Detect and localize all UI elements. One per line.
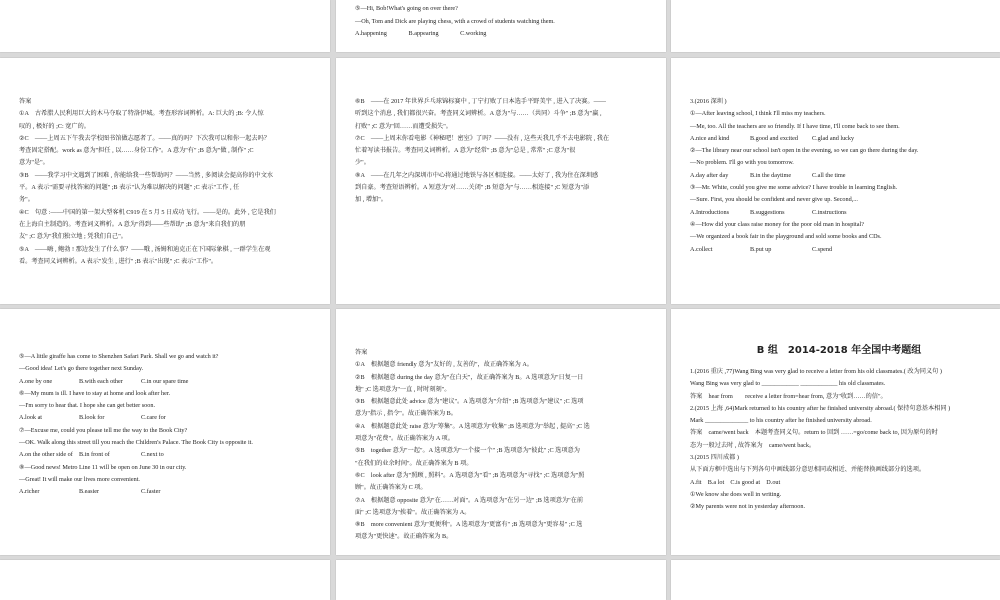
options-line: A.fit B.a lot C.is good at D.out [690,478,781,486]
option-choice: A.one by one [19,377,53,385]
answer-line: 答案 came/went back 本题考查同义句。return to 回到 ……=go/come back to, 因为原句的时 [690,429,938,437]
question-line: ②—The library near our school isn't open in the evening, so we can go there during the day. [690,147,919,155]
text-line: ⑥C look after 意为"照顾 , 照料"。A 选项意为"看" ;B 选项意为"寻找" ;C 选项意为"照 [355,471,585,479]
text-line: ②C ——上周五下午我去学校图书馆做志愿者了。——真的吗？下次我可以和你一起去吗？ [19,134,270,142]
text-line: 项意为"更快速"。故正确答案为 B。 [355,533,453,541]
question-line: 2.(2015 上海 ,64)Mark returned to his country after he finished university abroad.( 保持句意基本相同 ) [690,404,951,412]
option-choice: A.day after day [690,171,729,179]
question-heading: 3.(2016 深圳 ) [690,98,727,105]
text-line: ⑦A 根据题意 opposite 意为"在……对面"。A 选项意为"在另一边" ;B 选项意为"在前 [355,496,584,504]
text-line: ④A 根据题意此处 raise 意为"筹集"。A 选项意为"收集" ;B 选项意为"举起 , 提高" ;C 选 [355,422,590,430]
option-choice: B.look for [79,414,105,422]
options-line [19,449,318,461]
section-title: B 组 2014-2018 年全国中考题组 [756,345,922,356]
question-line: ③—Mr. White, could you give me some advice? I have trouble in learning English. [690,184,898,192]
options-line [19,486,318,498]
text-line: 叹的 , 极好的 ;C: 宽广的。 [19,122,90,130]
options-line [690,207,988,219]
option-choice: A.on the other side of [19,451,73,459]
option-choice: C.faster [141,488,161,496]
options-line [19,412,318,424]
text-line: ⑤A ——嗨 , 鲍勃 ! 那边发生了什么事？——哦 , 汤姆和迪克正在下国际象棋 , 一群学生在观 [19,245,271,253]
option-choice: B.suggestions [750,208,785,216]
options-line [690,133,988,145]
question-heading: 3.(2015 四川成都 ) [690,454,739,462]
text-line: 加 , 增加"。 [355,196,387,204]
text-line: 在上海自主制造的。考查词义辨析。A 意为"得到——些帮助" ;B 意为"来自我们的朋 [19,220,246,228]
text-line: 听到这个消息 , 我们都很兴奋。考查同义词辨析。A 意为"与……（共同）斗争" ;B 意为"赢 , [355,110,602,118]
question-line: ④—How did your class raise money for the poor old man in hospital? [690,220,864,228]
page-mid-center [336,58,666,304]
question-line: ①We know she does well in writing. [690,490,782,498]
question-line: ⑦—Excuse me, could you please tell me the way to the Book City? [19,426,188,434]
question-line: —I'm sorry to hear that. I hope she can get better soon. [19,402,155,410]
text-line: ③B ——我学习中文遇到了困难 , 你能给我一些帮助吗？——当然 , 多阅读会提高你的中文水 [19,171,274,179]
text-line: ⑥B ——在 2017 年世界乒乓球锦标赛中 , 丁宁打败了日本选手平野美宇 , 进入了决赛。—— [355,98,606,105]
page-mid-left [0,58,330,304]
question-line: Mark ______________ to his country after he finished university abroad. [690,417,872,425]
text-line: ⑤B together 意为"一起"。A 选项意为"一个接一个" ;B 选项意为"彼此" ;C 选项意为 [355,447,580,455]
option-choice: A.nice and kind [690,134,730,142]
options-line [19,376,318,388]
option-choice: A.collect [690,245,713,253]
text-line: ③B 根据题意此处 advice 意为"建议"。A 选项意为"介绍" ;B 选项意为"建议" ;C 选项 [355,398,584,406]
text-line: ④C 句意 :——中国的第一架大型客机 C919 在 5 月 5 日成功飞行。——是的。此外 , 它是我们 [19,208,276,216]
page-top-center [336,0,666,52]
question-line: —Sure. First, you should be confident and never give up. Second,... [690,196,858,204]
question-line: —No problem. I'll go with you tomorrow. [690,159,794,167]
text-line: "在我们的业余时间"。故正确答案为 B 项。 [355,459,473,467]
text-line: 平。A 表示"需要寻找答案的问题" ;B 表示"认为难以解决的问题" ;C 表示"工作 , 任 [19,184,240,192]
text-line: 少"。 [355,159,370,167]
text-line: 务"。 [19,196,34,204]
text-line: 意为"是"。 [19,159,49,167]
text-line: —Oh, Tom and Dick are playing chess, with a crowd of students watching them. [355,17,555,25]
question-line: ⑥—My mum is ill. I have to stay at home and look after her. [19,389,171,397]
text-line: 地" ;C 选项意为"一直 , 时时刻刻"。 [355,385,451,393]
options-line [690,244,988,256]
option-choice: A.Introductions [690,208,730,216]
option-choice: C.in our spare time [141,377,189,385]
question-line: ①—After leaving school, I think I'll miss my teachers. [690,110,826,118]
question-line: —OK. Walk along this street till you reach the Children's Palace. The Book City is opposite it. [19,439,253,447]
option-choice: B.put up [750,245,772,253]
options-line [690,170,988,182]
question-line: —Good idea! Let's go there together next Sunday. [19,365,144,373]
text-line: ⑧B more convenient 意为"更便利"。A 选项意为"更富有" ;B 选项意为"更容易" ;C 选 [355,521,583,529]
answer-line: 态为一般过去时 , 故答案为 came/went back。 [690,441,816,449]
option-choice: A.look at [19,414,43,422]
option-choice: C.glad and lucky [812,134,855,142]
question-line: —Me, too. All the teachers are so friendly. If I have time, I'll come back to see them. [690,122,900,130]
text-line: 面" ;C 选项意为"挨着"。故正确答案为 A。 [355,508,471,516]
question-line: Wang Bing was very glad to ____________ ____________ his old classmates. [690,380,886,388]
options-line: A.happening B.appearing C.working [355,29,487,37]
page-top-right [671,0,1000,52]
page-next-right [671,560,1000,600]
option-choice: B.in front of [79,451,110,459]
question-line: ⑧—Good news! Metro Line 11 will be open on June 30 in our city. [19,463,187,471]
question-line: ⑤—A little giraffe has come to Shenzhen Safari Park. Shall we go and watch it? [19,353,219,360]
option-choice: C.spend [812,245,833,253]
option-choice: B.with each other [79,377,123,385]
page-bot-left [0,309,330,555]
option-choice: C.care for [141,414,166,422]
page-next-center [336,560,666,600]
answer-heading: 答案 [355,349,368,356]
option-choice: C.instructions [812,208,847,216]
question-line: ②My parents were not in yesterday afternoon. [690,503,805,511]
text-line: 忙着写读书报告。考查同义词辨析。A 意为"经常" ;B 意为"总是 , 常常" ;C 意为"很 [355,147,576,155]
option-choice: C.next to [141,451,164,459]
page-top-left [0,0,330,52]
text-line: 友" ;C 意为"我们独立地 ; 凭我们自己"。 [19,233,127,241]
text-line: 到自豪。考查短语辨析。A 短意为"对……关闭" ;B 短意为"与……相连接" ;C 短意为"添 [355,184,590,192]
answer-heading: 答案 [19,98,32,105]
text-line: ②B 根据题意 during the day 意为"在白天"，故正确答案为 B。A 选项意为"日复一日 [355,373,584,381]
text-line: ⑦C ——上周末你看电影《神秘吧！密室》了吗？——没有 , 这些天我几乎不去电影院 , 我在 [355,134,610,142]
page-next-left [0,560,330,600]
text-line: 考查固定搭配。work as 意为"担任 , 以……身份工作"。A 意为"有" ;B 意为"做 , 制作" ;C [19,147,254,155]
text-line: 看。考查同义词辨析。A 表示"发生 , 进行" ;B 表示"出现" ;C 表示"工作"。 [19,257,218,265]
page-bot-right [671,309,1000,555]
question-line: —We organized a book fair in the playground and sold some books and CDs. [690,233,882,241]
option-choice: A.richer [19,488,40,496]
text-line: ⑧A ——在几年之内深圳市中心将通过地铁与各区相连接。——太好了 , 我为住在深圳感 [355,171,599,179]
question-line: 1.(2016 重庆 ,77)Wang Bing was very glad to receive a letter from his old classmates.( 改为同义句 ) [690,368,942,375]
option-choice: B.good and excited [750,134,798,142]
question-line: —Great! It will make our lives more convenient. [19,475,140,483]
question-line: ⑤—Hi, Bob!What's going on over there? [355,5,458,13]
answer-line: 答案 hear from receive a letter from=hear from, 意为"收到……的信"。 [690,392,887,400]
text-line: 意为"指示 , 指令"。故正确答案为 B。 [355,410,457,418]
text-line: 打败" ;C 意为"回……而遭受损失"。 [355,122,452,130]
text-line: ①A 根据题意 friendly 意为"友好的 , 友善的"，故正确答案为 A。 [355,361,533,369]
text-line: 顾"。故正确答案为 C 项。 [355,484,427,492]
option-choice: C.all the time [812,171,846,179]
option-choice: B.in the daytime [750,171,792,179]
page-mid-right [671,58,1000,304]
text-line: ①A 古希腊人民利用巨大的木马夺取了特洛伊城。考查形容词辨析。A: 巨大的 ;B: 令人惊 [19,110,264,118]
question-line: 从下面方框中选出与下列各句中画线部分意思相同或相近、并能替换画线部分的选项。 [690,466,926,474]
text-line: 项意为"花费"。故正确答案为 A 项。 [355,435,454,443]
option-choice: B.easier [79,488,100,496]
page-bot-center [336,309,666,555]
